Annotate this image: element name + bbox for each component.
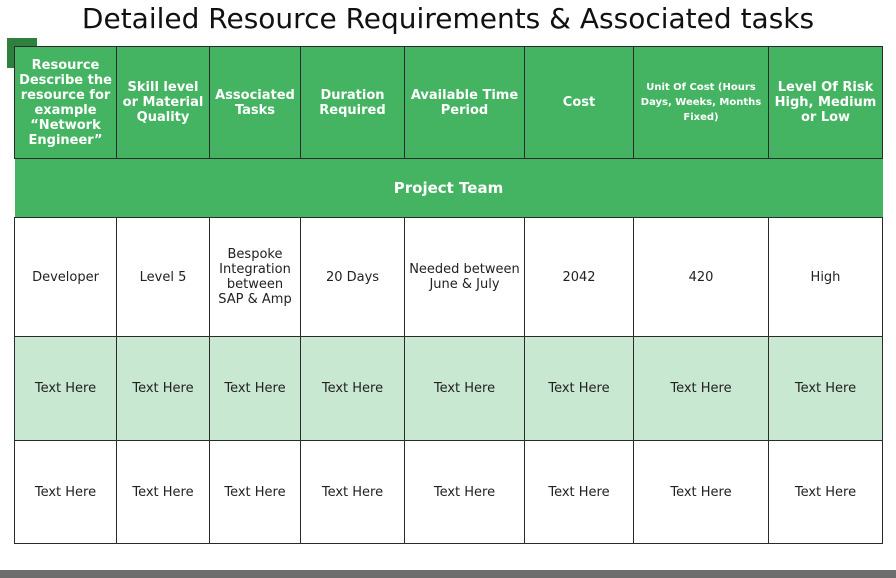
table-cell: 420 <box>634 218 769 337</box>
header-cost: Cost <box>525 47 634 159</box>
header-row <box>15 47 883 159</box>
header-duration: Duration Required <box>301 47 405 159</box>
resource-table <box>14 46 883 544</box>
table-cell: Text Here <box>210 441 301 544</box>
table-cell: Text Here <box>634 337 769 441</box>
table-row <box>15 337 883 441</box>
table-cell: Developer <box>15 218 117 337</box>
header-skill-level: Skill level or Material Quality <box>117 47 210 159</box>
table-cell: Text Here <box>301 337 405 441</box>
table-cell: 2042 <box>525 218 634 337</box>
table-row <box>15 441 883 544</box>
bottom-border-bar <box>0 570 896 578</box>
table-cell: Text Here <box>405 441 525 544</box>
table-row <box>15 218 883 337</box>
table-cell: Text Here <box>525 441 634 544</box>
header-resource: Resource Describe the resource for example “Network Engineer” <box>15 47 117 159</box>
table-cell: 20 Days <box>301 218 405 337</box>
table-cell: Text Here <box>769 441 883 544</box>
table-cell: Text Here <box>405 337 525 441</box>
table-cell: Text Here <box>15 441 117 544</box>
table-cell: High <box>769 218 883 337</box>
header-risk-level: Level Of Risk High, Medium or Low <box>769 47 883 159</box>
section-row <box>15 159 883 218</box>
table-cell: Text Here <box>117 337 210 441</box>
table-cell: Text Here <box>15 337 117 441</box>
table-cell: Needed between June & July <box>405 218 525 337</box>
table-cell: Level 5 <box>117 218 210 337</box>
table-cell: Bespoke Integration between SAP & Amp <box>210 218 301 337</box>
slide-title: Detailed Resource Requirements & Associated tasks <box>81 2 815 35</box>
table-cell: Text Here <box>525 337 634 441</box>
header-unit-of-cost: Unit Of Cost (Hours Days, Weeks, Months Fixed) <box>634 47 769 159</box>
header-time-period: Available Time Period <box>405 47 525 159</box>
table-cell: Text Here <box>210 337 301 441</box>
section-label: Project Team <box>15 159 883 218</box>
header-associated-tasks: Associated Tasks <box>210 47 301 159</box>
table-cell: Text Here <box>634 441 769 544</box>
table-cell: Text Here <box>769 337 883 441</box>
table-cell: Text Here <box>301 441 405 544</box>
table-cell: Text Here <box>117 441 210 544</box>
